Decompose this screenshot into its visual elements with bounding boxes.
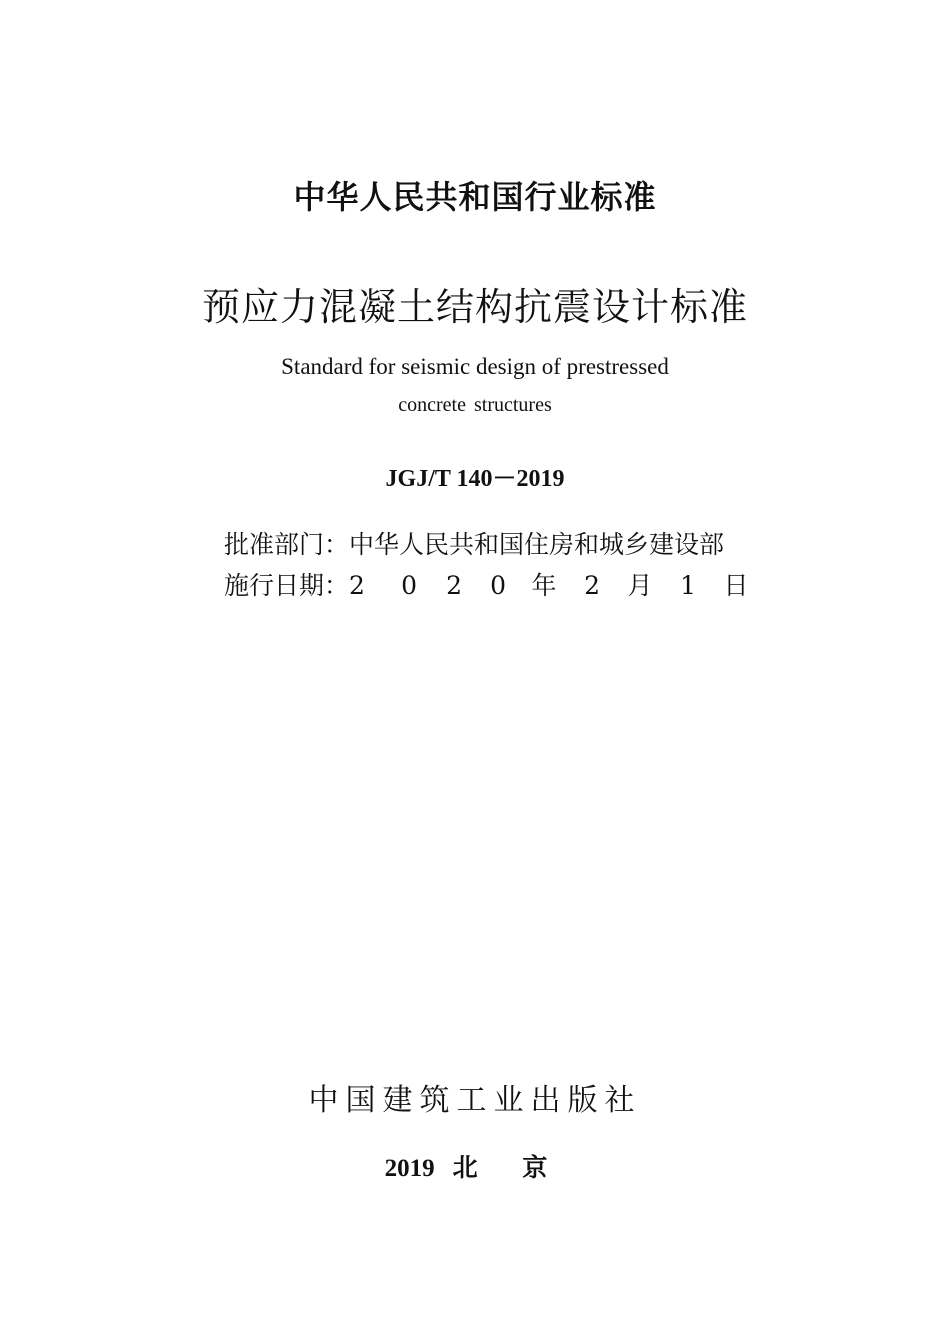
document-title-chinese: 预应力混凝土结构抗震设计标准 [201, 285, 748, 329]
approval-authority-row [224, 525, 724, 561]
publication-city: 北 京 [452, 1153, 566, 1182]
standard-code: JGJ/T 140－2019 [385, 466, 565, 492]
document-title-english-line2: concrete structures [398, 394, 552, 416]
effective-date-part: 日 [723, 571, 749, 600]
standard-category-heading: 中华人民共和国行业标准 [293, 178, 657, 216]
effective-date-part: 年 [531, 571, 557, 600]
effective-date-label: 施行日期： [224, 571, 350, 600]
publication-year-city [0, 1148, 950, 1184]
publication-year: 2019 [384, 1155, 435, 1182]
publisher-name: 中国建筑工业出版社 [308, 1083, 642, 1118]
approval-authority-value: 中华人民共和国住房和城乡建设部 [349, 530, 725, 559]
document-title-english-line1: Standard for seismic design of prestressed [281, 354, 669, 379]
effective-date-part: 1 [680, 571, 696, 600]
effective-date-part: 2 [446, 571, 462, 600]
effective-date-part: 0 [401, 571, 417, 600]
approval-authority-label: 批准部门： [224, 530, 350, 559]
effective-date-part: 月 [627, 571, 653, 600]
effective-date-part: 2 [584, 571, 600, 600]
effective-date-part: 2 [349, 571, 365, 600]
effective-date-row [224, 566, 760, 602]
effective-date-part: 0 [490, 571, 506, 600]
